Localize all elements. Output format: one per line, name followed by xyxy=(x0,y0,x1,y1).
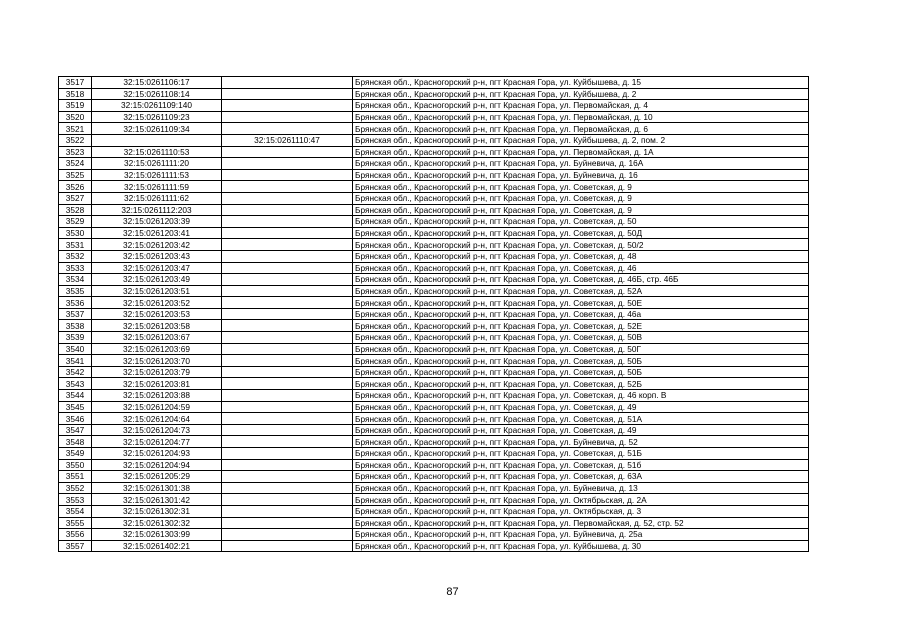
table-row xyxy=(59,169,809,181)
cadastral-number-cell: 32:15:0261203:49 xyxy=(92,274,222,286)
table-row xyxy=(59,320,809,332)
row-number-cell: 3544 xyxy=(59,390,92,402)
table-row xyxy=(59,529,809,541)
cadastral-number-alt-cell xyxy=(222,204,353,216)
row-number-cell: 3539 xyxy=(59,332,92,344)
table-row xyxy=(59,134,809,146)
table-row xyxy=(59,111,809,123)
address-cell: Брянская обл., Красногорский р-н, пгт Красная Гора, ул. Советская, д. 49 xyxy=(353,401,809,413)
cadastral-number-alt-cell xyxy=(222,239,353,251)
cadastral-number-alt-cell xyxy=(222,285,353,297)
row-number-cell: 3527 xyxy=(59,192,92,204)
cadastral-number-alt-cell xyxy=(222,123,353,135)
row-number-cell: 3546 xyxy=(59,413,92,425)
cadastral-number-cell: 32:15:0261402:21 xyxy=(92,540,222,552)
cadastral-number-cell: 32:15:0261204:64 xyxy=(92,413,222,425)
cadastral-number-alt-cell xyxy=(222,77,353,89)
cadastral-number-cell xyxy=(92,134,222,146)
cadastral-number-cell: 32:15:0261203:51 xyxy=(92,285,222,297)
address-cell: Брянская обл., Красногорский р-н, пгт Красная Гора, ул. Первомайская, д. 1А xyxy=(353,146,809,158)
row-number-cell: 3557 xyxy=(59,540,92,552)
cadastral-number-alt-cell xyxy=(222,378,353,390)
row-number-cell: 3517 xyxy=(59,77,92,89)
table-row xyxy=(59,239,809,251)
row-number-cell: 3545 xyxy=(59,401,92,413)
address-cell: Брянская обл., Красногорский р-н, пгт Красная Гора, ул. Октябрьская, д. 2А xyxy=(353,494,809,506)
address-cell: Брянская обл., Красногорский р-н, пгт Красная Гора, ул. Буйневича, д. 52 xyxy=(353,436,809,448)
address-cell: Брянская обл., Красногорский р-н, пгт Красная Гора, ул. Советская, д. 50В xyxy=(353,332,809,344)
cadastral-number-cell: 32:15:0261203:69 xyxy=(92,343,222,355)
cadastral-number-alt-cell xyxy=(222,529,353,541)
address-cell: Брянская обл., Красногорский р-н, пгт Красная Гора, ул. Куйбышева, д. 30 xyxy=(353,540,809,552)
row-number-cell: 3536 xyxy=(59,297,92,309)
cadastral-number-alt-cell xyxy=(222,505,353,517)
cadastral-number-cell: 32:15:0261204:73 xyxy=(92,424,222,436)
address-cell: Брянская обл., Красногорский р-н, пгт Красная Гора, ул. Советская, д. 52Е xyxy=(353,320,809,332)
row-number-cell: 3528 xyxy=(59,204,92,216)
address-cell: Брянская обл., Красногорский р-н, пгт Красная Гора, ул. Куйбышева, д. 2, пом. 2 xyxy=(353,134,809,146)
row-number-cell: 3519 xyxy=(59,100,92,112)
table-row xyxy=(59,401,809,413)
row-number-cell: 3535 xyxy=(59,285,92,297)
address-cell: Брянская обл., Красногорский р-н, пгт Красная Гора, ул. Советская, д. 51Б xyxy=(353,448,809,460)
table-row xyxy=(59,459,809,471)
row-number-cell: 3543 xyxy=(59,378,92,390)
cadastral-number-alt-cell xyxy=(222,494,353,506)
address-cell: Брянская обл., Красногорский р-н, пгт Красная Гора, ул. Советская, д. 49 xyxy=(353,424,809,436)
row-number-cell: 3533 xyxy=(59,262,92,274)
row-number-cell: 3531 xyxy=(59,239,92,251)
table-row xyxy=(59,274,809,286)
cadastral-number-alt-cell xyxy=(222,424,353,436)
cadastral-number-cell: 32:15:0261203:39 xyxy=(92,216,222,228)
cadastral-number-cell: 32:15:0261109:34 xyxy=(92,123,222,135)
address-cell: Брянская обл., Красногорский р-н, пгт Красная Гора, ул. Октябрьская, д. 3 xyxy=(353,505,809,517)
table-row xyxy=(59,366,809,378)
cadastral-number-alt-cell xyxy=(222,320,353,332)
table-row xyxy=(59,192,809,204)
cadastral-number-cell: 32:15:0261111:59 xyxy=(92,181,222,193)
row-number-cell: 3534 xyxy=(59,274,92,286)
address-cell: Брянская обл., Красногорский р-н, пгт Красная Гора, ул. Советская, д. 50Б xyxy=(353,366,809,378)
table-row xyxy=(59,158,809,170)
address-cell: Брянская обл., Красногорский р-н, пгт Красная Гора, ул. Советская, д. 46 xyxy=(353,262,809,274)
row-number-cell: 3548 xyxy=(59,436,92,448)
row-number-cell: 3554 xyxy=(59,505,92,517)
cadastral-number-cell: 32:15:0261204:59 xyxy=(92,401,222,413)
cadastral-number-alt-cell xyxy=(222,332,353,344)
row-number-cell: 3549 xyxy=(59,448,92,460)
cadastral-number-cell: 32:15:0261203:81 xyxy=(92,378,222,390)
registry-table xyxy=(58,76,809,552)
table-row xyxy=(59,390,809,402)
table-row xyxy=(59,378,809,390)
cadastral-number-alt-cell xyxy=(222,297,353,309)
address-cell: Брянская обл., Красногорский р-н, пгт Красная Гора, ул. Советская, д. 50Б xyxy=(353,355,809,367)
address-cell: Брянская обл., Красногорский р-н, пгт Красная Гора, ул. Советская, д. 50Г xyxy=(353,343,809,355)
cadastral-number-cell: 32:15:0261203:88 xyxy=(92,390,222,402)
address-cell: Брянская обл., Красногорский р-н, пгт Красная Гора, ул. Советская, д. 50 xyxy=(353,216,809,228)
table-row xyxy=(59,482,809,494)
cadastral-number-alt-cell xyxy=(222,436,353,448)
cadastral-number-cell: 32:15:0261110:53 xyxy=(92,146,222,158)
table-row xyxy=(59,343,809,355)
cadastral-number-alt-cell xyxy=(222,192,353,204)
table-row xyxy=(59,204,809,216)
row-number-cell: 3521 xyxy=(59,123,92,135)
cadastral-number-cell: 32:15:0261112:203 xyxy=(92,204,222,216)
cadastral-number-alt-cell xyxy=(222,308,353,320)
cadastral-number-alt-cell xyxy=(222,343,353,355)
registry-table-body xyxy=(59,77,809,552)
row-number-cell: 3522 xyxy=(59,134,92,146)
table-row xyxy=(59,436,809,448)
cadastral-number-cell: 32:15:0261203:67 xyxy=(92,332,222,344)
row-number-cell: 3530 xyxy=(59,227,92,239)
row-number-cell: 3537 xyxy=(59,308,92,320)
cadastral-number-cell: 32:15:0261203:42 xyxy=(92,239,222,251)
row-number-cell: 3555 xyxy=(59,517,92,529)
cadastral-number-cell: 32:15:0261301:42 xyxy=(92,494,222,506)
cadastral-number-alt-cell xyxy=(222,169,353,181)
cadastral-number-cell: 32:15:0261203:47 xyxy=(92,262,222,274)
address-cell: Брянская обл., Красногорский р-н, пгт Красная Гора, ул. Советская, д. 50Д xyxy=(353,227,809,239)
table-row xyxy=(59,181,809,193)
cadastral-number-alt-cell xyxy=(222,517,353,529)
table-row xyxy=(59,517,809,529)
address-cell: Брянская обл., Красногорский р-н, пгт Красная Гора, ул. Советская, д. 9 xyxy=(353,192,809,204)
table-row xyxy=(59,262,809,274)
table-row xyxy=(59,332,809,344)
address-cell: Брянская обл., Красногорский р-н, пгт Красная Гора, ул. Советская, д. 50Е xyxy=(353,297,809,309)
cadastral-number-cell: 32:15:0261203:52 xyxy=(92,297,222,309)
table-row xyxy=(59,285,809,297)
cadastral-number-alt-cell xyxy=(222,459,353,471)
cadastral-number-cell: 32:15:0261301:38 xyxy=(92,482,222,494)
address-cell: Брянская обл., Красногорский р-н, пгт Красная Гора, ул. Советская, д. 46 корп. В xyxy=(353,390,809,402)
row-number-cell: 3542 xyxy=(59,366,92,378)
cadastral-number-alt-cell xyxy=(222,250,353,262)
row-number-cell: 3551 xyxy=(59,471,92,483)
cadastral-number-cell: 32:15:0261108:14 xyxy=(92,88,222,100)
address-cell: Брянская обл., Красногорский р-н, пгт Красная Гора, ул. Советская, д. 51А xyxy=(353,413,809,425)
cadastral-number-cell: 32:15:0261302:32 xyxy=(92,517,222,529)
table-row xyxy=(59,308,809,320)
row-number-cell: 3553 xyxy=(59,494,92,506)
row-number-cell: 3523 xyxy=(59,146,92,158)
row-number-cell: 3518 xyxy=(59,88,92,100)
address-cell: Брянская обл., Красногорский р-н, пгт Красная Гора, ул. Советская, д. 52Б xyxy=(353,378,809,390)
row-number-cell: 3547 xyxy=(59,424,92,436)
table-row xyxy=(59,505,809,517)
table-row xyxy=(59,227,809,239)
cadastral-number-cell: 32:15:0261203:58 xyxy=(92,320,222,332)
address-cell: Брянская обл., Красногорский р-н, пгт Красная Гора, ул. Куйбышева, д. 2 xyxy=(353,88,809,100)
address-cell: Брянская обл., Красногорский р-н, пгт Красная Гора, ул. Советская, д. 51б xyxy=(353,459,809,471)
row-number-cell: 3532 xyxy=(59,250,92,262)
address-cell: Брянская обл., Красногорский р-н, пгт Красная Гора, ул. Советская, д. 50/2 xyxy=(353,239,809,251)
cadastral-number-cell: 32:15:0261302:31 xyxy=(92,505,222,517)
table-row xyxy=(59,146,809,158)
address-cell: Брянская обл., Красногорский р-н, пгт Красная Гора, ул. Первомайская, д. 4 xyxy=(353,100,809,112)
row-number-cell: 3541 xyxy=(59,355,92,367)
cadastral-number-alt-cell xyxy=(222,146,353,158)
address-cell: Брянская обл., Красногорский р-н, пгт Красная Гора, ул. Советская, д. 46а xyxy=(353,308,809,320)
cadastral-number-cell: 32:15:0261111:53 xyxy=(92,169,222,181)
cadastral-number-alt-cell xyxy=(222,471,353,483)
cadastral-number-cell: 32:15:0261203:41 xyxy=(92,227,222,239)
address-cell: Брянская обл., Красногорский р-н, пгт Красная Гора, ул. Советская, д. 9 xyxy=(353,181,809,193)
cadastral-number-alt-cell xyxy=(222,366,353,378)
cadastral-number-alt-cell xyxy=(222,482,353,494)
row-number-cell: 3526 xyxy=(59,181,92,193)
address-cell: Брянская обл., Красногорский р-н, пгт Красная Гора, ул. Советская, д. 46Б, стр. 46Б xyxy=(353,274,809,286)
cadastral-number-cell: 32:15:0261106:17 xyxy=(92,77,222,89)
row-number-cell: 3520 xyxy=(59,111,92,123)
address-cell: Брянская обл., Красногорский р-н, пгт Красная Гора, ул. Буйневича, д. 13 xyxy=(353,482,809,494)
table-row xyxy=(59,250,809,262)
cadastral-number-alt-cell xyxy=(222,540,353,552)
cadastral-number-cell: 32:15:0261111:20 xyxy=(92,158,222,170)
address-cell: Брянская обл., Красногорский р-н, пгт Красная Гора, ул. Первомайская, д. 10 xyxy=(353,111,809,123)
row-number-cell: 3550 xyxy=(59,459,92,471)
row-number-cell: 3540 xyxy=(59,343,92,355)
table-row xyxy=(59,540,809,552)
table-row xyxy=(59,471,809,483)
cadastral-number-cell: 32:15:0261303:99 xyxy=(92,529,222,541)
address-cell: Брянская обл., Красногорский р-н, пгт Красная Гора, ул. Первомайская, д. 6 xyxy=(353,123,809,135)
address-cell: Брянская обл., Красногорский р-н, пгт Красная Гора, ул. Советская, д. 63А xyxy=(353,471,809,483)
table-row xyxy=(59,297,809,309)
cadastral-number-cell: 32:15:0261111:62 xyxy=(92,192,222,204)
cadastral-number-alt-cell xyxy=(222,181,353,193)
address-cell: Брянская обл., Красногорский р-н, пгт Красная Гора, ул. Буйневича, д. 16 xyxy=(353,169,809,181)
cadastral-number-cell: 32:15:0261203:70 xyxy=(92,355,222,367)
cadastral-number-cell: 32:15:0261204:77 xyxy=(92,436,222,448)
cadastral-number-alt-cell xyxy=(222,355,353,367)
row-number-cell: 3552 xyxy=(59,482,92,494)
table-row xyxy=(59,123,809,135)
cadastral-number-cell: 32:15:0261204:93 xyxy=(92,448,222,460)
cadastral-number-cell: 32:15:0261109:23 xyxy=(92,111,222,123)
address-cell: Брянская обл., Красногорский р-н, пгт Красная Гора, ул. Советская, д. 48 xyxy=(353,250,809,262)
cadastral-number-alt-cell xyxy=(222,111,353,123)
table-row xyxy=(59,448,809,460)
cadastral-number-alt-cell xyxy=(222,401,353,413)
cadastral-number-cell: 32:15:0261205:29 xyxy=(92,471,222,483)
cadastral-number-alt-cell xyxy=(222,448,353,460)
cadastral-number-alt-cell xyxy=(222,216,353,228)
cadastral-number-cell: 32:15:0261203:43 xyxy=(92,250,222,262)
table-row xyxy=(59,355,809,367)
cadastral-number-alt-cell xyxy=(222,390,353,402)
cadastral-number-alt-cell xyxy=(222,274,353,286)
row-number-cell: 3524 xyxy=(59,158,92,170)
cadastral-number-alt-cell xyxy=(222,262,353,274)
table-row xyxy=(59,216,809,228)
cadastral-number-alt-cell xyxy=(222,158,353,170)
row-number-cell: 3525 xyxy=(59,169,92,181)
cadastral-number-cell: 32:15:0261203:79 xyxy=(92,366,222,378)
cadastral-number-cell: 32:15:0261203:53 xyxy=(92,308,222,320)
row-number-cell: 3529 xyxy=(59,216,92,228)
table-row xyxy=(59,424,809,436)
address-cell: Брянская обл., Красногорский р-н, пгт Красная Гора, ул. Куйбышева, д. 15 xyxy=(353,77,809,89)
table-row xyxy=(59,77,809,89)
cadastral-number-alt-cell xyxy=(222,413,353,425)
row-number-cell: 3556 xyxy=(59,529,92,541)
cadastral-number-alt-cell xyxy=(222,88,353,100)
table-row xyxy=(59,100,809,112)
table-row xyxy=(59,494,809,506)
cadastral-number-alt-cell xyxy=(222,227,353,239)
address-cell: Брянская обл., Красногорский р-н, пгт Красная Гора, ул. Первомайская, д. 52, стр. 52 xyxy=(353,517,809,529)
address-cell: Брянская обл., Красногорский р-н, пгт Красная Гора, ул. Буйневича, д. 25а xyxy=(353,529,809,541)
row-number-cell: 3538 xyxy=(59,320,92,332)
cadastral-number-alt-cell: 32:15:0261110:47 xyxy=(222,134,353,146)
table-row xyxy=(59,413,809,425)
address-cell: Брянская обл., Красногорский р-н, пгт Красная Гора, ул. Буйневича, д. 16А xyxy=(353,158,809,170)
cadastral-number-alt-cell xyxy=(222,100,353,112)
page-number: 87 xyxy=(446,586,459,598)
address-cell: Брянская обл., Красногорский р-н, пгт Красная Гора, ул. Советская, д. 9 xyxy=(353,204,809,216)
cadastral-number-cell: 32:15:0261204:94 xyxy=(92,459,222,471)
address-cell: Брянская обл., Красногорский р-н, пгт Красная Гора, ул. Советская, д. 52А xyxy=(353,285,809,297)
cadastral-number-cell: 32:15:0261109:140 xyxy=(92,100,222,112)
table-row xyxy=(59,88,809,100)
